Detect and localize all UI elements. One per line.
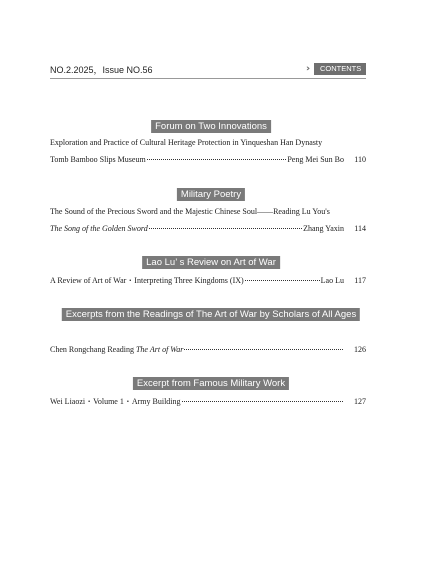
section-title-review: Lao Lu’ s Review on Art of War bbox=[142, 256, 280, 269]
contents-tab bbox=[306, 63, 366, 75]
entry-page: 114 bbox=[354, 224, 366, 233]
entry-title: Chen Rongchang Reading The Art of War bbox=[50, 345, 184, 354]
entry-authors: Peng Mei Sun Bo bbox=[287, 155, 344, 164]
leader-dots bbox=[182, 401, 343, 402]
chevron-right-icon: ›› bbox=[306, 64, 308, 74]
leader-dots bbox=[147, 159, 287, 160]
toc-entry-line[interactable] bbox=[50, 154, 366, 166]
contents-label: CONTENTS bbox=[320, 64, 362, 73]
entry-title: Exploration and Practice of Cultural Heritage Protection in Yinqueshan Han Dynasty bbox=[50, 138, 323, 147]
toc-entry-line[interactable] bbox=[50, 206, 366, 218]
entry-page: 127 bbox=[354, 397, 366, 406]
toc-entry-line[interactable] bbox=[50, 223, 366, 235]
section-title-forum: Forum on Two Innovations bbox=[151, 120, 271, 133]
leader-dots bbox=[149, 228, 302, 229]
entry-title: Wei Liaozi・Volume 1・Army Building bbox=[50, 397, 181, 406]
entry-title: The Song of the Golden Sword bbox=[50, 224, 148, 233]
entry-authors: Lao Lu bbox=[320, 276, 344, 285]
leader-dots bbox=[245, 280, 320, 281]
header-divider bbox=[50, 78, 366, 79]
entry-title: The Sound of the Precious Sword and the Majestic Chinese Soul——Reading Lu You's bbox=[50, 207, 330, 216]
toc-entry-line[interactable] bbox=[50, 344, 366, 356]
issue-number: NO.2.2025，Issue NO.56 bbox=[50, 65, 153, 75]
entry-title: A Review of Art of War・Interpreting Three Kingdoms (IX) bbox=[50, 276, 244, 285]
entry-title: Tomb Bamboo Slips Museum bbox=[50, 155, 146, 164]
toc-entry-line[interactable] bbox=[50, 275, 366, 287]
entry-authors: Zhang Yaxin bbox=[303, 224, 344, 233]
section-title-famous-work: Excerpt from Famous Military Work bbox=[133, 377, 289, 390]
page-header bbox=[50, 60, 366, 78]
toc-entry-line[interactable] bbox=[50, 137, 366, 149]
entry-page: 117 bbox=[354, 276, 366, 285]
entry-page: 126 bbox=[354, 345, 366, 354]
section-title-poetry: Military Poetry bbox=[177, 188, 245, 201]
toc-entry-line[interactable] bbox=[50, 396, 366, 408]
section-title-excerpts: Excerpts from the Readings of The Art of War by Scholars of All Ages bbox=[62, 308, 360, 321]
entry-page: 110 bbox=[354, 155, 366, 164]
leader-dots bbox=[184, 349, 343, 350]
